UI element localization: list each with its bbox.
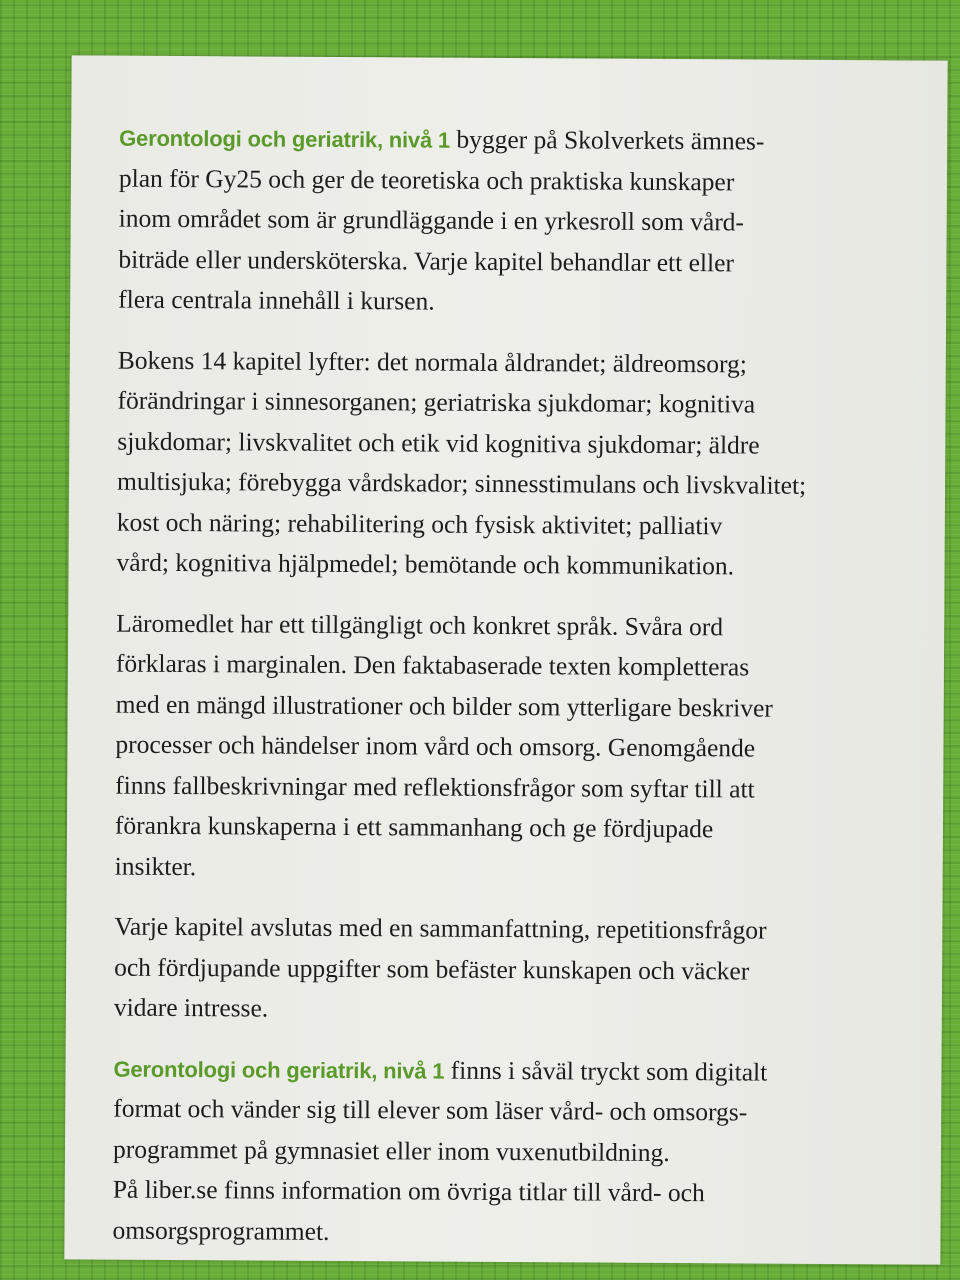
book-title-lead: Gerontologi och geriatrik, nivå 1 — [119, 125, 451, 153]
text-line-content: Läromedlet har ett tillgängligt och konkret språk. Svåra ord — [116, 608, 724, 641]
text-line — [113, 1089, 933, 1135]
text-line-content: omsorgsprogrammet. — [112, 1215, 330, 1246]
paragraph-3 — [115, 603, 937, 892]
text-line-content: och fördjupande uppgifter som befäster kunskapen och väcker — [114, 952, 750, 985]
paragraph-2 — [116, 340, 937, 588]
text-line-content: insikter. — [114, 851, 197, 881]
text-line — [114, 947, 934, 993]
text-line — [117, 462, 937, 508]
text-line — [115, 806, 935, 852]
text-line-content: förankra kunskaperna i ett sammanhang och ge fördjupade — [114, 810, 714, 844]
book-title-lead: Gerontologi och geriatrik, nivå 1 — [113, 1056, 445, 1084]
text-line — [113, 1048, 933, 1094]
text-line — [115, 725, 935, 771]
text-line-content: inom området som är grundläggande i en yrkesroll som vård- — [118, 203, 745, 237]
text-line — [116, 684, 936, 730]
text-line-content: processer och händelser inom vård och omsorg. Genomgående — [115, 729, 756, 763]
blurb-text — [112, 118, 939, 1276]
text-line-content: finns fallbeskrivningar med reflektionsfrågor som syftar till att — [115, 770, 755, 804]
text-line-content: format och vänder sig till elever som läser vård- och omsorgs- — [113, 1093, 748, 1127]
text-line — [116, 543, 936, 589]
text-line — [115, 846, 935, 892]
text-line-content: Bokens 14 kapitel lyfter: det normala åldrandet; äldreomsorg; — [117, 345, 747, 378]
text-line — [118, 340, 938, 386]
text-line-content: med en mängd illustrationer och bilder som ytterligare beskriver — [115, 689, 773, 723]
text-line — [117, 502, 937, 548]
text-line-content: På liber.se finns information om övriga titlar till vård- och — [112, 1174, 705, 1208]
text-line — [115, 765, 935, 811]
text-line-content: multisjuka; förebygga vårdskador; sinnesstimulans och livskvalitet; — [116, 466, 807, 500]
text-line — [118, 239, 938, 285]
text-line — [114, 988, 934, 1034]
text-line-content: biträde eller undersköterska. Varje kapitel behandlar ett eller — [118, 244, 735, 277]
text-line-content: förändringar i sinnesorganen; geriatriska sjukdomar; kognitiva — [117, 385, 756, 419]
text-line-content: sjukdomar; livskvalitet och etik vid kognitiva sjukdomar; äldre — [117, 426, 760, 460]
paragraph-1 — [118, 118, 939, 326]
text-line-content: programmet på gymnasiet eller inom vuxenutbildning. — [112, 1134, 670, 1167]
paragraph-5 — [112, 1048, 933, 1256]
text-line-content: vård; kognitiva hjälpmedel; bemötande och kommunikation. — [116, 547, 735, 581]
text-line-content: bygger på Skolverkets ämnes- — [449, 124, 765, 156]
text-line — [118, 280, 938, 326]
text-line — [119, 199, 939, 245]
text-line-content: kost och näring; rehabilitering och fysisk aktivitet; palliativ — [116, 507, 723, 540]
paragraph-4 — [114, 907, 935, 1034]
text-line — [116, 644, 936, 690]
text-line — [117, 421, 937, 467]
text-line-content: finns i såväl tryckt som digitalt — [444, 1055, 768, 1087]
text-line-content: Varje kapitel avslutas med en sammanfattning, repetitionsfrågor — [114, 911, 767, 945]
text-line-content: flera centrala innehåll i kursen. — [118, 284, 435, 316]
text-line — [113, 1129, 933, 1175]
text-line — [112, 1210, 932, 1256]
text-line — [113, 1170, 933, 1216]
text-line — [116, 603, 936, 649]
back-cover-card — [64, 55, 947, 1264]
text-line-content: förklaras i marginalen. Den faktabaserade texten kompletteras — [115, 648, 750, 682]
text-line — [119, 158, 939, 204]
text-line — [117, 381, 937, 427]
text-line-content: plan för Gy25 och ger de teoretiska och praktiska kunskaper — [118, 163, 735, 196]
text-line — [119, 118, 939, 164]
text-line — [114, 907, 934, 953]
text-line-content: vidare intresse. — [113, 992, 269, 1023]
